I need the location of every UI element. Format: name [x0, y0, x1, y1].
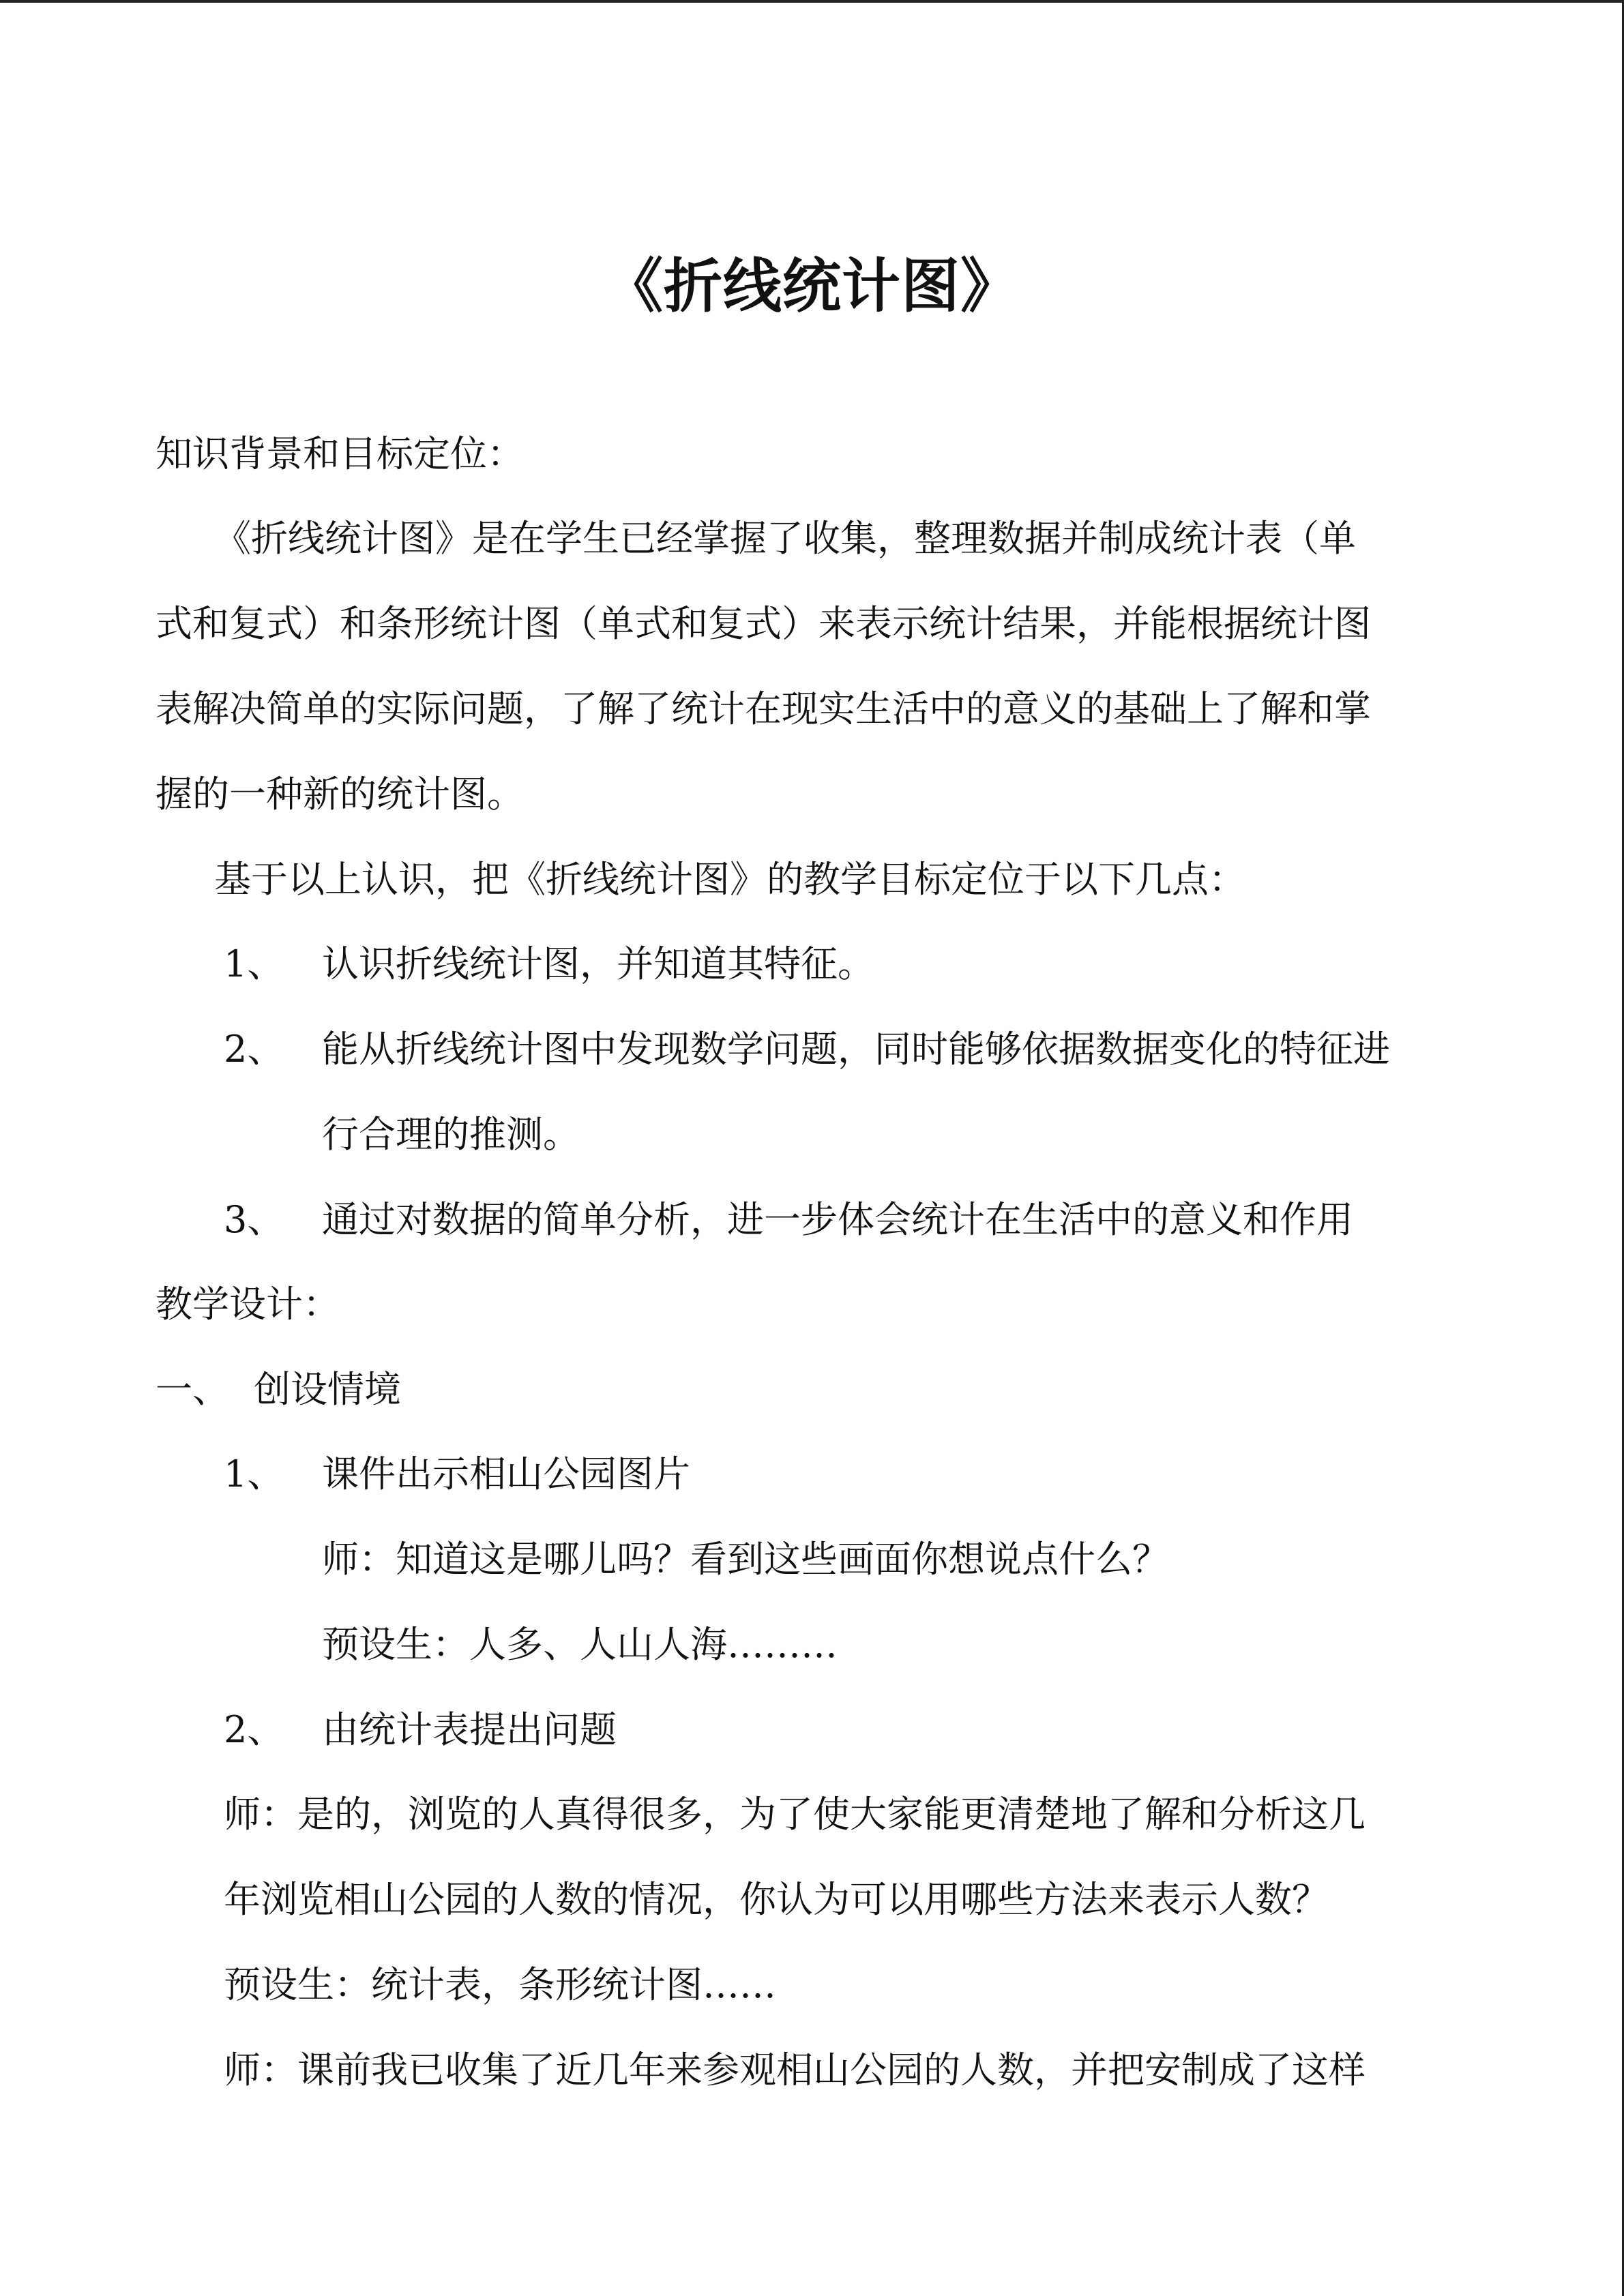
- step-2-dialogue-2: 年浏览相山公园的人数的情况，你认为可以用哪些方法来表示人数？: [224, 1878, 1329, 1921]
- page-top-border: [0, 0, 1624, 3]
- step-1-label: 课件出示相山公园图片: [322, 1452, 690, 1495]
- intro-line-2: 式和复式）和条形统计图（单式和复式）来表示统计结果，并能根据统计图: [156, 602, 1371, 645]
- goal-1-number: 1、: [224, 942, 284, 985]
- step-2-dialogue-4: 师：课前我已收集了近几年来参观相山公园的人数，并把安制成了这样: [224, 2048, 1365, 2091]
- section-heading-background: 知识背景和目标定位：: [156, 432, 524, 475]
- step-1-number: 1、: [224, 1452, 284, 1495]
- goal-intro: 基于以上认识，把《折线统计图》的教学目标定位于以下几点：: [214, 858, 1245, 901]
- step-2-label: 由统计表提出问题: [322, 1708, 617, 1751]
- step-2-number: 2、: [224, 1708, 284, 1751]
- step-2-dialogue-1: 师：是的，浏览的人真得很多，为了使大家能更清楚地了解和分析这几: [224, 1793, 1365, 1836]
- part-one-label: 创设情境: [254, 1368, 401, 1411]
- part-one-number: 一、: [156, 1368, 229, 1411]
- goal-2-text-line-2: 行合理的推测。: [322, 1113, 580, 1156]
- intro-line-4: 握的一种新的统计图。: [156, 773, 524, 816]
- step-1-dialogue-1: 师：知道这是哪儿吗？看到这些画面你想说点什么？: [322, 1538, 1169, 1581]
- intro-line-1: 《折线统计图》是在学生已经掌握了收集，整理数据并制成统计表（单: [214, 517, 1356, 560]
- step-1-dialogue-2: 预设生：人多、人山人海………: [322, 1623, 838, 1666]
- document-title: 《折线统计图》: [604, 252, 1020, 320]
- goal-3-number: 3、: [224, 1198, 284, 1241]
- section-heading-design: 教学设计：: [156, 1283, 340, 1326]
- step-2-dialogue-3: 预设生：统计表，条形统计图……: [224, 1963, 776, 2006]
- goal-2-text-line-1: 能从折线统计图中发现数学问题，同时能够依据数据变化的特征进: [322, 1028, 1390, 1071]
- goal-1-text: 认识折线统计图，并知道其特征。: [322, 942, 874, 985]
- goal-3-text: 通过对数据的简单分析，进一步体会统计在生活中的意义和作用: [322, 1198, 1353, 1241]
- intro-line-3: 表解决简单的实际问题，了解了统计在现实生活中的意义的基础上了解和掌: [156, 687, 1371, 730]
- goal-2-number: 2、: [224, 1028, 284, 1071]
